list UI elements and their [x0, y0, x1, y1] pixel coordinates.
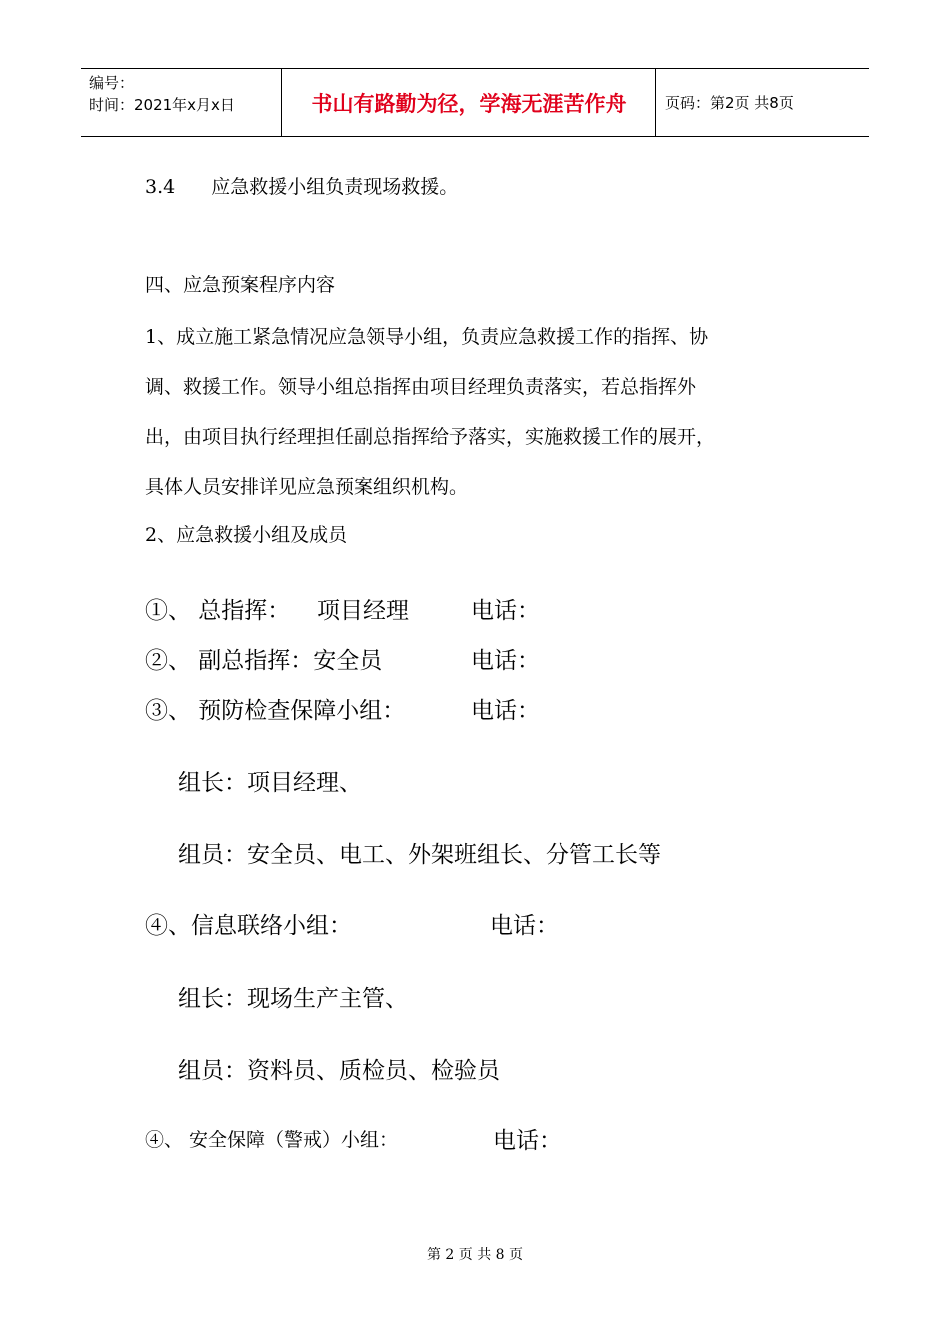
role-label: ④、 安全保障（警戒）小组： [145, 1129, 399, 1151]
header-motto: 书山有路勤为径，学海无涯苦作舟 [311, 91, 627, 116]
team-row-commander [145, 592, 540, 625]
role-label: ①、 总指挥： [145, 598, 291, 624]
header-divider [655, 69, 656, 136]
header-page-info: 页码：第2页 共8页 [665, 94, 794, 112]
role-label: ②、 副总指挥：安全员 [145, 648, 383, 674]
paragraph-line: 调、救援工作。领导小组总指挥由项目经理负责落实，若总指挥外 [145, 376, 697, 398]
team-row-deputy [145, 642, 540, 675]
phone-label: 电话： [471, 698, 540, 724]
section-3-4-line [145, 172, 458, 199]
paragraph-line: 具体人员安排详见应急预案组织机构。 [145, 476, 469, 498]
group-members: 组员：安全员、电工、外架班组长、分管工长等 [178, 842, 661, 868]
phone-label: 电话： [471, 648, 540, 674]
header-divider [281, 69, 282, 136]
team-row-liaison [145, 907, 559, 940]
team-row-prevention [145, 692, 540, 725]
number-label: 编号： [89, 74, 135, 92]
page-footer: 第 2 页 共 8 页 [426, 1247, 524, 1263]
section-number: 3.4 [145, 176, 176, 198]
paragraph-line: 出，由项目执行经理担任副总指挥给予落实，实施救援工作的展开， [145, 426, 716, 448]
role-label: ④、信息联络小组： [145, 913, 352, 939]
section-4-heading: 四、应急预案程序内容 [145, 274, 336, 296]
group-leader: 组长：现场生产主管、 [178, 986, 408, 1012]
section-text: 应急救援小组负责现场救援。 [211, 176, 459, 198]
phone-label: 电话： [493, 1128, 562, 1154]
team-heading: 2、应急救援小组及成员 [145, 524, 348, 546]
role-label: ③、 预防检查保障小组： [145, 698, 406, 724]
paragraph-line: 1、成立施工紧急情况应急领导小组，负责应急救援工作的指挥、协 [145, 326, 709, 348]
group-leader: 组长：项目经理、 [178, 770, 362, 796]
time-label: 时间：2021年x月x日 [89, 96, 235, 114]
header-left-cell [89, 72, 279, 116]
phone-label: 电话： [471, 598, 540, 624]
phone-label: 电话： [490, 913, 559, 939]
team-row-security [145, 1125, 562, 1154]
role-person: 项目经理 [317, 598, 409, 624]
group-members: 组员：资料员、质检员、检验员 [178, 1058, 500, 1084]
header-table [81, 68, 869, 137]
